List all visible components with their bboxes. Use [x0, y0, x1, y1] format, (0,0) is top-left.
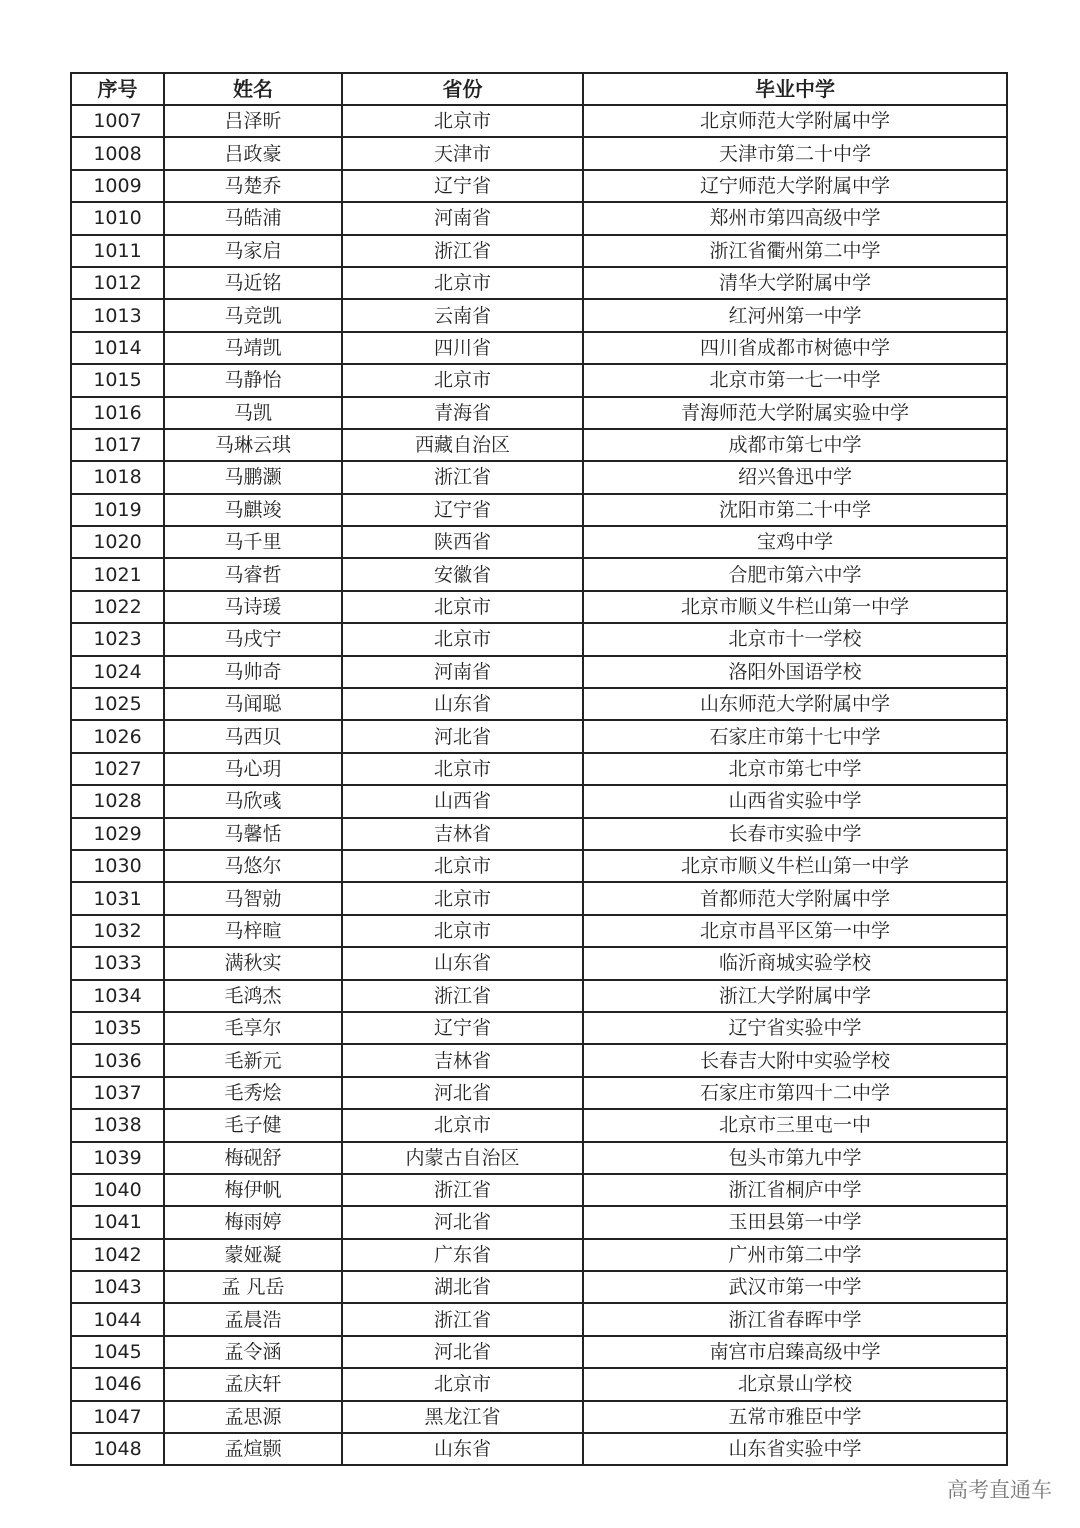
table-row — [71, 656, 1007, 688]
cell-school: 北京市第一七一中学 — [583, 364, 1007, 396]
cell-index: 1039 — [71, 1142, 164, 1174]
cell-index: 1043 — [71, 1271, 164, 1303]
cell-province: 辽宁省 — [342, 1012, 583, 1044]
cell-province: 浙江省 — [342, 461, 583, 493]
table-row — [71, 785, 1007, 817]
cell-province: 北京市 — [342, 753, 583, 785]
cell-index: 1042 — [71, 1239, 164, 1271]
table-row — [71, 137, 1007, 169]
table-row — [71, 591, 1007, 623]
cell-index: 1009 — [71, 170, 164, 202]
cell-name: 马千里 — [164, 526, 342, 558]
watermark: 高考直通车 — [947, 1478, 1052, 1502]
cell-province: 浙江省 — [342, 980, 583, 1012]
cell-name: 毛享尔 — [164, 1012, 342, 1044]
header-school: 毕业中学 — [583, 73, 1007, 105]
cell-province: 河南省 — [342, 656, 583, 688]
cell-index: 1037 — [71, 1077, 164, 1109]
cell-province: 北京市 — [342, 1109, 583, 1141]
cell-name: 毛子健 — [164, 1109, 342, 1141]
table-row — [71, 1174, 1007, 1206]
table-row — [71, 818, 1007, 850]
cell-name: 马凯 — [164, 397, 342, 429]
cell-index: 1018 — [71, 461, 164, 493]
cell-name: 马馨恬 — [164, 818, 342, 850]
cell-index: 1014 — [71, 332, 164, 364]
header-index: 序号 — [71, 73, 164, 105]
cell-province: 四川省 — [342, 332, 583, 364]
cell-name: 马鹏灏 — [164, 461, 342, 493]
cell-school: 辽宁师范大学附属中学 — [583, 170, 1007, 202]
cell-province: 北京市 — [342, 1368, 583, 1400]
cell-name: 马梓暄 — [164, 915, 342, 947]
cell-school: 北京市第七中学 — [583, 753, 1007, 785]
table-header-row — [71, 73, 1007, 105]
cell-school: 四川省成都市树德中学 — [583, 332, 1007, 364]
cell-province: 浙江省 — [342, 1303, 583, 1335]
table-row — [71, 202, 1007, 234]
table-row — [71, 267, 1007, 299]
table-row — [71, 105, 1007, 137]
table-row — [71, 364, 1007, 396]
cell-school: 广州市第二中学 — [583, 1239, 1007, 1271]
cell-name: 马楚乔 — [164, 170, 342, 202]
cell-school: 浙江大学附属中学 — [583, 980, 1007, 1012]
cell-school: 清华大学附属中学 — [583, 267, 1007, 299]
table-row — [71, 494, 1007, 526]
cell-index: 1045 — [71, 1336, 164, 1368]
cell-index: 1026 — [71, 720, 164, 752]
table-row — [71, 850, 1007, 882]
cell-index: 1041 — [71, 1206, 164, 1238]
table-row — [71, 1239, 1007, 1271]
cell-province: 北京市 — [342, 364, 583, 396]
cell-school: 红河州第一中学 — [583, 299, 1007, 331]
cell-province: 山东省 — [342, 1433, 583, 1465]
cell-name: 蒙娅凝 — [164, 1239, 342, 1271]
cell-school: 山东师范大学附属中学 — [583, 688, 1007, 720]
cell-index: 1033 — [71, 947, 164, 979]
cell-index: 1024 — [71, 656, 164, 688]
cell-province: 北京市 — [342, 850, 583, 882]
cell-province: 河北省 — [342, 1077, 583, 1109]
cell-school: 北京师范大学附属中学 — [583, 105, 1007, 137]
cell-name: 孟庆轩 — [164, 1368, 342, 1400]
cell-province: 山东省 — [342, 688, 583, 720]
cell-name: 毛鸿杰 — [164, 980, 342, 1012]
cell-name: 马静怡 — [164, 364, 342, 396]
cell-name: 马智勍 — [164, 882, 342, 914]
cell-province: 北京市 — [342, 591, 583, 623]
cell-index: 1036 — [71, 1044, 164, 1076]
cell-index: 1016 — [71, 397, 164, 429]
cell-index: 1008 — [71, 137, 164, 169]
cell-school: 长春市实验中学 — [583, 818, 1007, 850]
cell-name: 孟晨浩 — [164, 1303, 342, 1335]
table-row — [71, 1271, 1007, 1303]
cell-name: 马竞凯 — [164, 299, 342, 331]
cell-province: 山东省 — [342, 947, 583, 979]
cell-index: 1017 — [71, 429, 164, 461]
cell-school: 五常市雅臣中学 — [583, 1401, 1007, 1433]
cell-name: 马诗瑗 — [164, 591, 342, 623]
table-row — [71, 1077, 1007, 1109]
cell-province: 河南省 — [342, 202, 583, 234]
cell-province: 浙江省 — [342, 235, 583, 267]
cell-school: 北京市顺义牛栏山第一中学 — [583, 850, 1007, 882]
cell-name: 孟 凡岳 — [164, 1271, 342, 1303]
cell-province: 内蒙古自治区 — [342, 1142, 583, 1174]
cell-index: 1040 — [71, 1174, 164, 1206]
cell-name: 马戌宁 — [164, 623, 342, 655]
table-row — [71, 1368, 1007, 1400]
cell-index: 1015 — [71, 364, 164, 396]
cell-school: 辽宁省实验中学 — [583, 1012, 1007, 1044]
cell-name: 马麒竣 — [164, 494, 342, 526]
table-row — [71, 1109, 1007, 1141]
cell-school: 玉田县第一中学 — [583, 1206, 1007, 1238]
cell-name: 毛新元 — [164, 1044, 342, 1076]
cell-name: 马闻聪 — [164, 688, 342, 720]
table-row — [71, 299, 1007, 331]
cell-province: 北京市 — [342, 105, 583, 137]
cell-name: 马近铭 — [164, 267, 342, 299]
header-province: 省份 — [342, 73, 583, 105]
cell-index: 1027 — [71, 753, 164, 785]
cell-province: 北京市 — [342, 623, 583, 655]
table-row — [71, 235, 1007, 267]
cell-school: 首都师范大学附属中学 — [583, 882, 1007, 914]
cell-school: 长春吉大附中实验学校 — [583, 1044, 1007, 1076]
header-name: 姓名 — [164, 73, 342, 105]
cell-index: 1012 — [71, 267, 164, 299]
cell-province: 青海省 — [342, 397, 583, 429]
cell-school: 北京景山学校 — [583, 1368, 1007, 1400]
cell-province: 西藏自治区 — [342, 429, 583, 461]
cell-name: 马靖凯 — [164, 332, 342, 364]
cell-province: 河北省 — [342, 1206, 583, 1238]
cell-index: 1020 — [71, 526, 164, 558]
cell-index: 1007 — [71, 105, 164, 137]
cell-index: 1029 — [71, 818, 164, 850]
cell-school: 石家庄市第四十二中学 — [583, 1077, 1007, 1109]
cell-index: 1034 — [71, 980, 164, 1012]
cell-name: 马家启 — [164, 235, 342, 267]
cell-province: 北京市 — [342, 915, 583, 947]
cell-name: 毛秀烩 — [164, 1077, 342, 1109]
cell-index: 1046 — [71, 1368, 164, 1400]
cell-school: 临沂商城实验学校 — [583, 947, 1007, 979]
cell-province: 河北省 — [342, 1336, 583, 1368]
cell-index: 1011 — [71, 235, 164, 267]
cell-school: 沈阳市第二十中学 — [583, 494, 1007, 526]
cell-name: 吕政豪 — [164, 137, 342, 169]
cell-province: 辽宁省 — [342, 494, 583, 526]
cell-index: 1035 — [71, 1012, 164, 1044]
cell-province: 天津市 — [342, 137, 583, 169]
cell-index: 1028 — [71, 785, 164, 817]
cell-name: 梅伊帆 — [164, 1174, 342, 1206]
cell-name: 吕泽昕 — [164, 105, 342, 137]
cell-province: 吉林省 — [342, 1044, 583, 1076]
cell-name: 马皓浦 — [164, 202, 342, 234]
cell-name: 马心玥 — [164, 753, 342, 785]
cell-school: 山东省实验中学 — [583, 1433, 1007, 1465]
table-row — [71, 1142, 1007, 1174]
cell-province: 吉林省 — [342, 818, 583, 850]
table-row — [71, 461, 1007, 493]
cell-school: 北京市十一学校 — [583, 623, 1007, 655]
cell-index: 1021 — [71, 558, 164, 590]
table-body — [71, 105, 1007, 1465]
cell-school: 成都市第七中学 — [583, 429, 1007, 461]
table-row — [71, 1336, 1007, 1368]
cell-name: 梅雨婷 — [164, 1206, 342, 1238]
cell-name: 孟煊颢 — [164, 1433, 342, 1465]
cell-school: 山西省实验中学 — [583, 785, 1007, 817]
table-row — [71, 980, 1007, 1012]
cell-index: 1044 — [71, 1303, 164, 1335]
table-row — [71, 1044, 1007, 1076]
cell-index: 1030 — [71, 850, 164, 882]
cell-name: 孟令涵 — [164, 1336, 342, 1368]
cell-school: 绍兴鲁迅中学 — [583, 461, 1007, 493]
cell-province: 安徽省 — [342, 558, 583, 590]
cell-name: 满秋实 — [164, 947, 342, 979]
cell-name: 马帅奇 — [164, 656, 342, 688]
table-row — [71, 429, 1007, 461]
cell-name: 马琳云琪 — [164, 429, 342, 461]
table-row — [71, 1206, 1007, 1238]
cell-school: 石家庄市第十七中学 — [583, 720, 1007, 752]
cell-school: 北京市昌平区第一中学 — [583, 915, 1007, 947]
cell-school: 北京市顺义牛栏山第一中学 — [583, 591, 1007, 623]
cell-index: 1022 — [71, 591, 164, 623]
cell-school: 青海师范大学附属实验中学 — [583, 397, 1007, 429]
cell-index: 1019 — [71, 494, 164, 526]
table-row — [71, 558, 1007, 590]
cell-school: 宝鸡中学 — [583, 526, 1007, 558]
table-row — [71, 947, 1007, 979]
cell-school: 浙江省衢州第二中学 — [583, 235, 1007, 267]
cell-province: 陕西省 — [342, 526, 583, 558]
cell-index: 1038 — [71, 1109, 164, 1141]
cell-province: 辽宁省 — [342, 170, 583, 202]
table-row — [71, 753, 1007, 785]
table-row — [71, 397, 1007, 429]
cell-province: 山西省 — [342, 785, 583, 817]
cell-name: 马西贝 — [164, 720, 342, 752]
cell-province: 广东省 — [342, 1239, 583, 1271]
cell-index: 1025 — [71, 688, 164, 720]
table-row — [71, 1433, 1007, 1465]
table-row — [71, 332, 1007, 364]
cell-province: 河北省 — [342, 720, 583, 752]
cell-index: 1048 — [71, 1433, 164, 1465]
cell-index: 1023 — [71, 623, 164, 655]
cell-index: 1010 — [71, 202, 164, 234]
cell-school: 浙江省桐庐中学 — [583, 1174, 1007, 1206]
table-row — [71, 720, 1007, 752]
table-row — [71, 882, 1007, 914]
cell-province: 黑龙江省 — [342, 1401, 583, 1433]
table-row — [71, 915, 1007, 947]
cell-province: 浙江省 — [342, 1174, 583, 1206]
cell-name: 梅砚舒 — [164, 1142, 342, 1174]
table-row — [71, 1303, 1007, 1335]
cell-index: 1031 — [71, 882, 164, 914]
cell-school: 南宫市启臻高级中学 — [583, 1336, 1007, 1368]
table-row — [71, 170, 1007, 202]
cell-name: 马欣彧 — [164, 785, 342, 817]
cell-school: 浙江省春晖中学 — [583, 1303, 1007, 1335]
cell-school: 合肥市第六中学 — [583, 558, 1007, 590]
cell-index: 1032 — [71, 915, 164, 947]
cell-school: 洛阳外国语学校 — [583, 656, 1007, 688]
table-row — [71, 623, 1007, 655]
cell-school: 武汉市第一中学 — [583, 1271, 1007, 1303]
table-row — [71, 1401, 1007, 1433]
cell-index: 1013 — [71, 299, 164, 331]
cell-name: 马悠尔 — [164, 850, 342, 882]
cell-province: 湖北省 — [342, 1271, 583, 1303]
cell-province: 北京市 — [342, 882, 583, 914]
cell-school: 包头市第九中学 — [583, 1142, 1007, 1174]
cell-school: 北京市三里屯一中 — [583, 1109, 1007, 1141]
cell-name: 马睿哲 — [164, 558, 342, 590]
cell-index: 1047 — [71, 1401, 164, 1433]
table-row — [71, 526, 1007, 558]
cell-name: 孟思源 — [164, 1401, 342, 1433]
table-row — [71, 688, 1007, 720]
student-list-table — [70, 72, 1008, 1466]
table-row — [71, 1012, 1007, 1044]
cell-school: 郑州市第四高级中学 — [583, 202, 1007, 234]
cell-province: 北京市 — [342, 267, 583, 299]
cell-province: 云南省 — [342, 299, 583, 331]
cell-school: 天津市第二十中学 — [583, 137, 1007, 169]
